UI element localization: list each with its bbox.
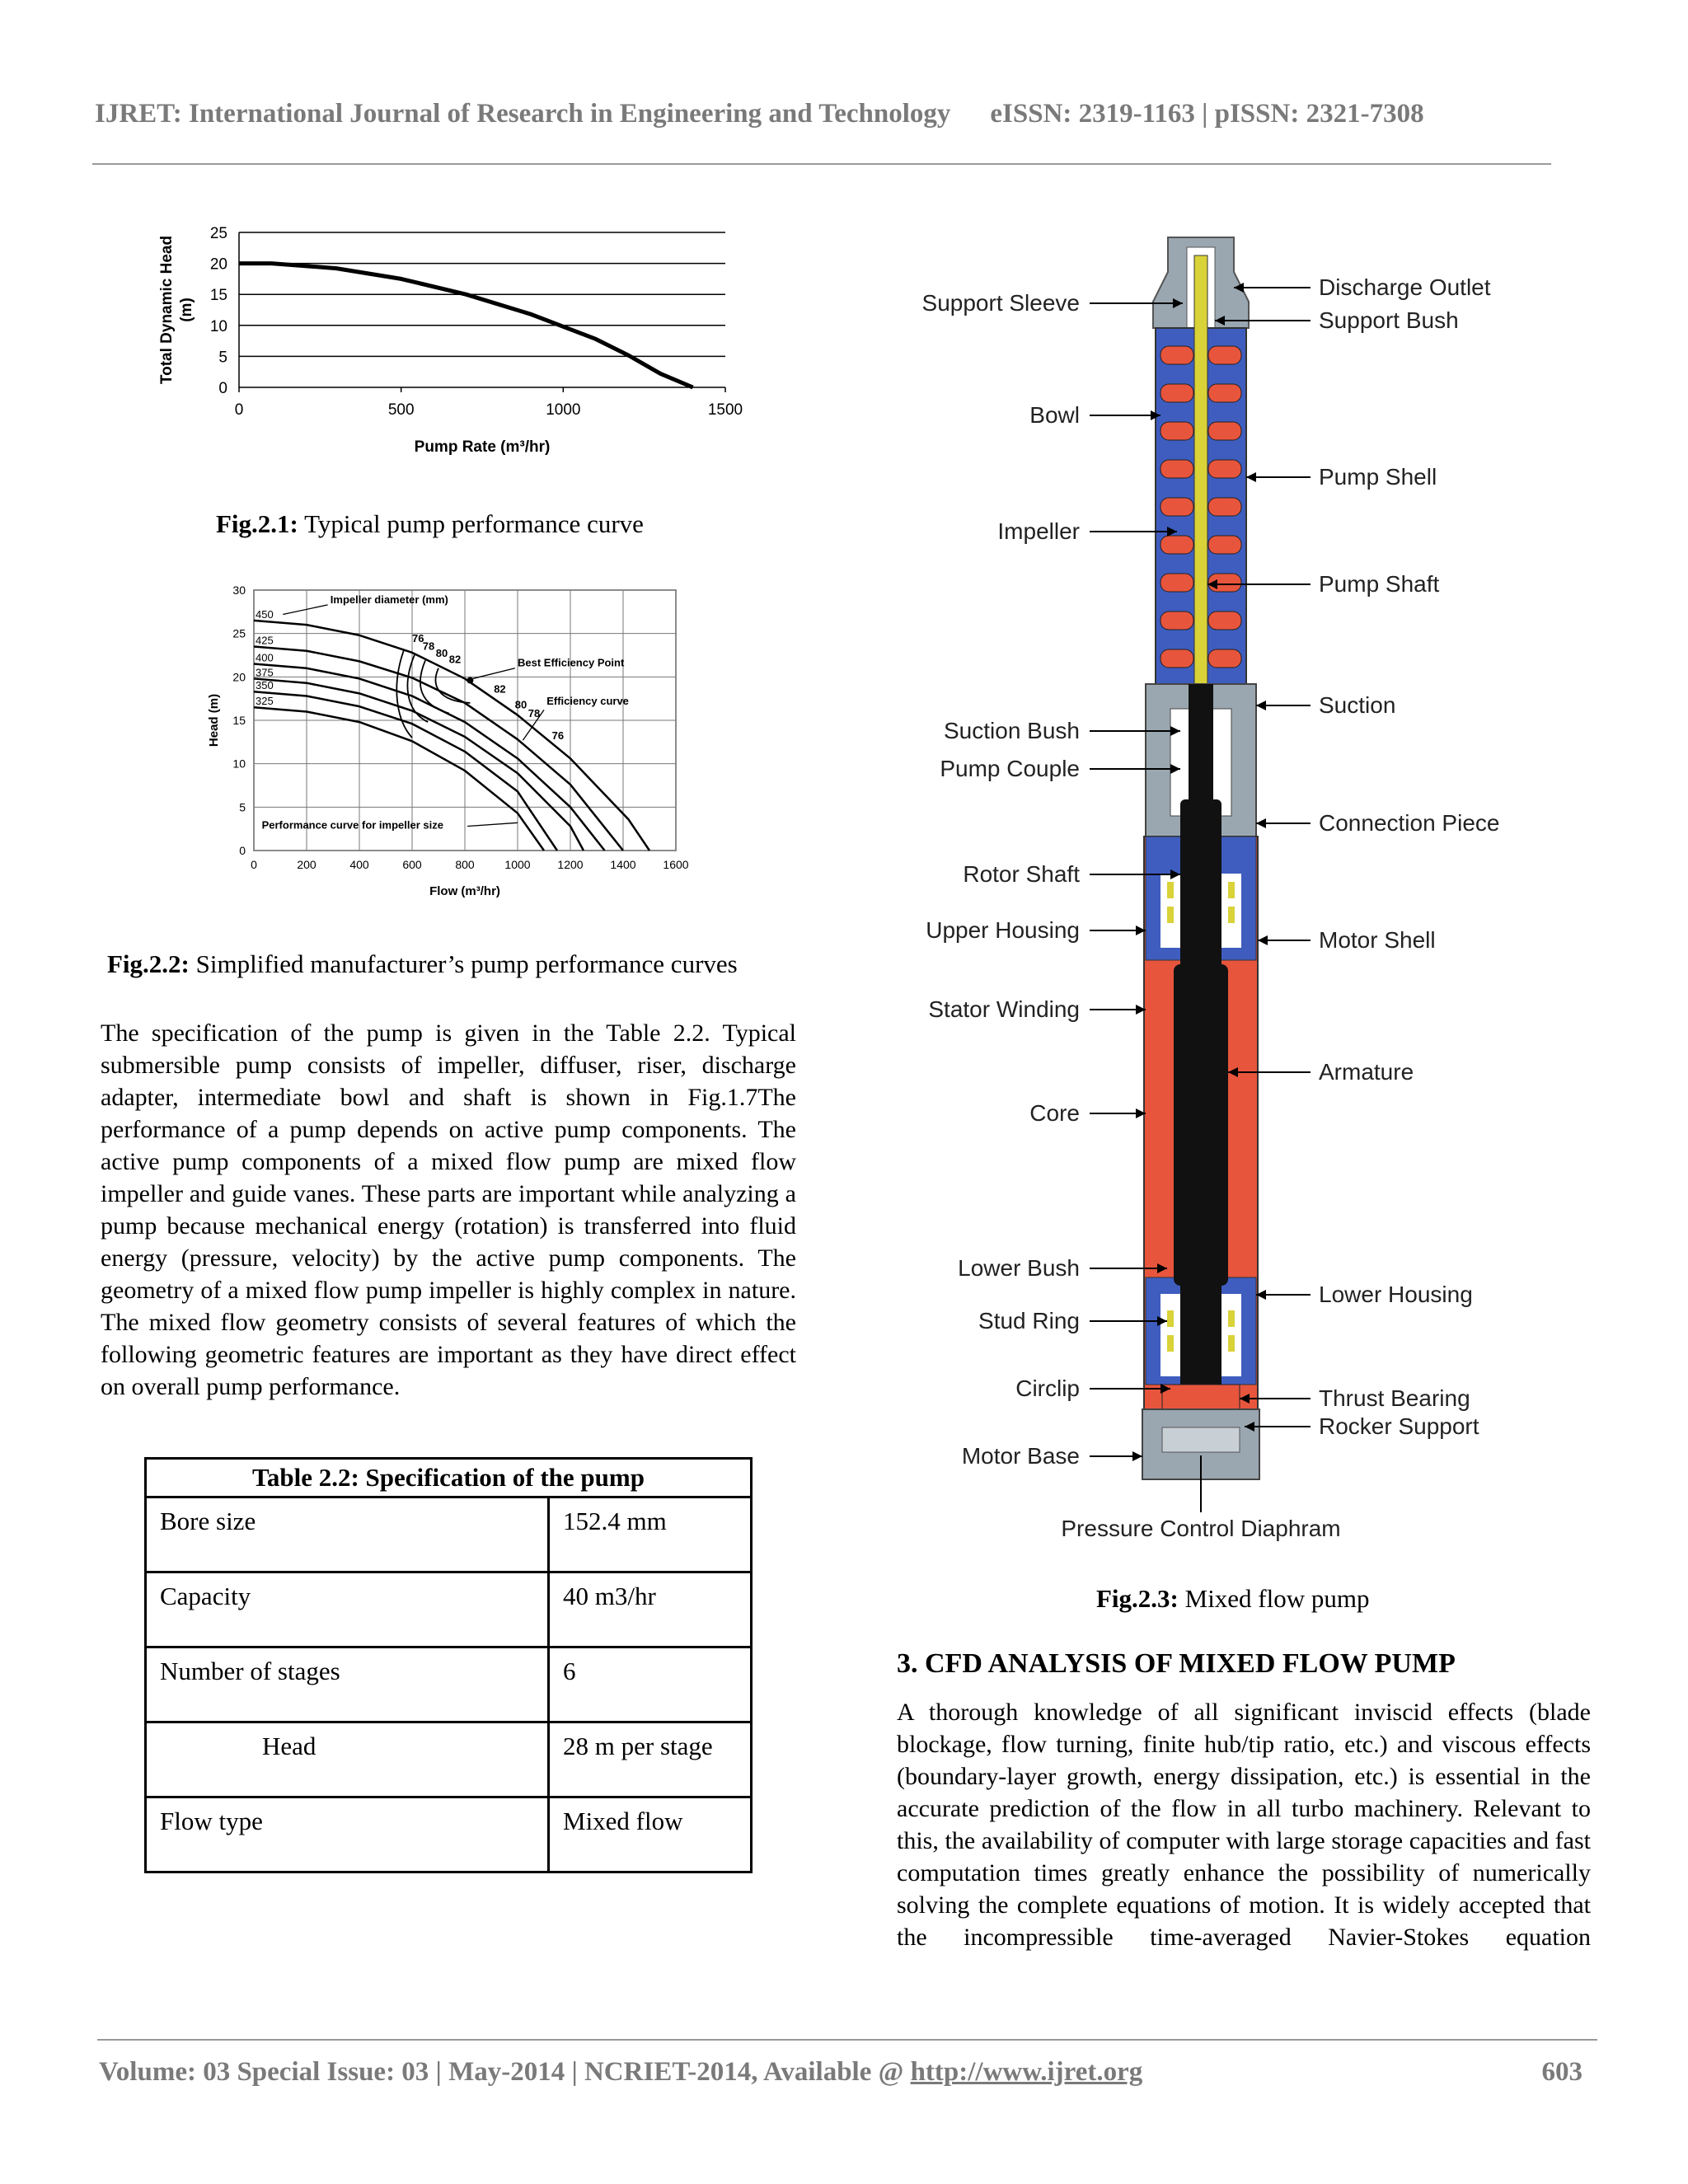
impeller-vane-right — [1208, 536, 1241, 554]
efficiency-label: 78 — [422, 640, 435, 653]
table-cell-parameter: Bore size — [146, 1497, 549, 1572]
fig-2-1-caption: Fig.2.1: Typical pump performance curve — [216, 509, 644, 538]
label-support-bush: Support Bush — [1319, 307, 1459, 333]
annotation-impeller-diameter: Impeller diameter (mm) — [330, 593, 448, 606]
pump-shaft — [1194, 255, 1207, 684]
label-rocker-support: Rocker Support — [1319, 1413, 1479, 1439]
x-axis-label: Flow (m³/hr) — [429, 884, 500, 898]
label-thrust-bearing: Thrust Bearing — [1319, 1385, 1470, 1411]
impeller-vane-right — [1208, 346, 1241, 364]
y-tick-label: 10 — [232, 757, 246, 771]
x-tick-label: 1200 — [557, 858, 584, 871]
impeller-vane-left — [1160, 346, 1193, 364]
table-cell-value: 6 — [549, 1647, 752, 1722]
table-row — [146, 1647, 752, 1722]
impeller-size-label: 425 — [256, 634, 274, 647]
label-bowl: Bowl — [1029, 402, 1080, 428]
label-stator-winding: Stator Winding — [928, 996, 1080, 1022]
label-arrowhead — [1246, 472, 1256, 482]
label-arrowhead — [1256, 818, 1266, 828]
pressure-control-diaphram — [1162, 1427, 1240, 1452]
label-motor-shell: Motor Shell — [1319, 927, 1436, 953]
efficiency-label: 80 — [514, 698, 528, 711]
y-tick-label: 10 — [209, 317, 227, 335]
table-row — [146, 1497, 752, 1572]
impeller-vane-right — [1208, 460, 1241, 478]
table-cell-value: 152.4 mm — [549, 1497, 752, 1572]
efficiency-label: 76 — [551, 729, 565, 743]
impeller-vane-right — [1208, 612, 1241, 630]
impeller-vane-right — [1208, 384, 1241, 402]
x-tick-label: 0 — [234, 401, 244, 419]
efficiency-label: 82 — [494, 682, 506, 696]
y-tick-label: 5 — [218, 349, 227, 367]
x-tick-label: 1000 — [546, 401, 581, 419]
section-3-paragraph: A thorough knowledge of all significant inviscid effects (blade blockage, flow turning, finite hub/tip ratio, etc.) and viscous effects (boundary-layer growth, energy dissipation, etc.) is essential in the accurate prediction of the flow in all turbo machinery. Relevant to this, the availability of computer with large storage capacities and fast computation times greatly enhance the possibility of numerically solving the complete equations of motion. It is widely accepted that the incompressible time-averaged Navier-Stokes equation — [897, 1699, 1591, 1951]
table-cell-parameter: Capacity — [146, 1572, 549, 1647]
label-motor-base: Motor Base — [961, 1443, 1080, 1469]
label-arrowhead — [1256, 701, 1266, 710]
annotation-arrow — [283, 605, 327, 615]
header-rule — [92, 163, 1551, 165]
pump-cross-section — [1142, 237, 1259, 1479]
table-cell-parameter: Number of stages — [146, 1647, 549, 1722]
impeller-vane-left — [1160, 422, 1193, 440]
y-axis-label: Head (m) — [207, 693, 221, 748]
label-core: Core — [1029, 1100, 1080, 1126]
fig-2-1-chart — [140, 223, 767, 470]
y-tick-label: 0 — [218, 380, 227, 397]
label-lower-housing: Lower Housing — [1319, 1282, 1473, 1307]
label-pump-shell: Pump Shell — [1319, 464, 1437, 490]
table-title: Table 2.2: Specification of the pump — [146, 1459, 752, 1497]
running-header — [95, 99, 1424, 129]
y-tick-label: 25 — [209, 225, 227, 242]
bush-marker — [1228, 1335, 1235, 1352]
x-tick-label: 600 — [402, 858, 422, 871]
impeller-vane-left — [1160, 536, 1193, 554]
y-tick-label: 20 — [232, 670, 246, 684]
bush-marker — [1228, 907, 1235, 923]
fig-2-2-chart — [198, 575, 725, 913]
x-tick-label: 0 — [251, 858, 257, 871]
x-tick-label: 400 — [349, 858, 369, 871]
fig-2-3-mixed-flow-pump-diagram — [898, 223, 1574, 1549]
label-impeller: Impeller — [997, 518, 1080, 544]
journal-link[interactable]: http://www.ijret.org — [910, 2057, 1143, 2087]
bush-marker — [1167, 882, 1174, 898]
running-footer — [99, 2057, 1582, 2088]
y-axis-label-line1: Total Dynamic Head — [158, 235, 176, 385]
impeller-vane-right — [1208, 649, 1241, 668]
efficiency-label: 78 — [528, 706, 541, 719]
label-suction: Suction — [1319, 692, 1396, 718]
bush-marker — [1167, 1310, 1174, 1327]
label-armature: Armature — [1319, 1059, 1414, 1085]
x-tick-label: 1400 — [610, 858, 636, 871]
impeller-vane-left — [1160, 612, 1193, 630]
efficiency-label: 76 — [412, 632, 424, 645]
efficiency-label: 82 — [448, 653, 462, 666]
label-pressure-control-diaphram: Pressure Control Diaphram — [1061, 1516, 1341, 1541]
impeller-vane-left — [1160, 384, 1193, 402]
x-tick-label: 1600 — [663, 858, 689, 871]
x-tick-label: 200 — [297, 858, 316, 871]
y-tick-label: 15 — [232, 714, 246, 727]
impeller-size-label: 375 — [256, 666, 274, 679]
table-row — [146, 1722, 752, 1797]
page-number: 603 — [1541, 2057, 1582, 2087]
specification-table — [144, 1457, 753, 1873]
fig-2-2-caption: Fig.2.2: Simplified manufacturer’s pump performance curves — [107, 949, 738, 978]
label-suction-bush: Suction Bush — [944, 718, 1080, 743]
footer-rule — [97, 2039, 1597, 2041]
annotation-arrow — [467, 823, 518, 826]
y-tick-label: 5 — [239, 800, 246, 814]
annotation-efficiency-curve: Efficiency curve — [546, 695, 629, 708]
x-tick-label: 1000 — [504, 858, 531, 871]
label-stud-ring: Stud Ring — [978, 1308, 1080, 1333]
best-efficiency-point-marker — [467, 677, 473, 684]
table-row — [146, 1572, 752, 1647]
label-pump-shaft: Pump Shaft — [1319, 571, 1440, 597]
impeller-size-label: 350 — [256, 679, 274, 692]
table-cell-parameter: Flow type — [146, 1797, 549, 1872]
impeller-size-label: 450 — [256, 607, 274, 621]
table-cell-value: 28 m per stage — [549, 1722, 752, 1797]
body-paragraph-1: The specification of the pump is given in the Table 2.2. Typical submersible pump consists of impeller, diffuser, riser, discharge adapter, intermediate bowl and shaft is shown in Fig.1.7The performance of a pump depends on active pump components. The active pump components of a mixed flow pump are mixed flow impeller and guide vanes. These parts are important while analyzing a pump because mechanical energy (rotation) is transferred into fluid energy (pressure, velocity) by the active pump components. The geometry of a mixed flow pump impeller is highly complex in nature. The mixed flow geometry consists of several features of which the following geometric features are important as they have direct effect on overall pump performance. — [101, 1019, 796, 1400]
bush-marker — [1228, 1310, 1235, 1327]
issn-info: eISSN: 2319-1163 | pISSN: 2321-7308 — [990, 99, 1424, 129]
x-tick-label: 500 — [387, 401, 415, 419]
label-arrowhead — [1132, 1451, 1142, 1461]
impeller-vane-left — [1160, 498, 1193, 516]
fig-2-3-caption: Fig.2.3: Mixed flow pump — [1096, 1584, 1370, 1613]
label-circlip: Circlip — [1015, 1376, 1080, 1401]
x-tick-label: 1500 — [707, 401, 743, 419]
bush-marker — [1228, 882, 1235, 898]
impeller-vane-left — [1160, 649, 1193, 668]
label-discharge-outlet: Discharge Outlet — [1319, 274, 1491, 300]
thrust-bearing — [1162, 1385, 1240, 1409]
journal-name: IJRET: International Journal of Research in Engineering and Technology — [95, 99, 951, 129]
y-tick-label: 15 — [209, 287, 227, 305]
impeller-size-label: 325 — [256, 695, 274, 708]
table-cell-value: Mixed flow — [549, 1797, 752, 1872]
y-tick-label: 20 — [209, 255, 227, 274]
label-support-sleeve: Support Sleeve — [921, 290, 1080, 316]
efficiency-contour — [407, 654, 428, 722]
y-tick-label: 25 — [232, 626, 246, 640]
footer-text: Volume: 03 Special Issue: 03 | May-2014 | NCRIET-2014, Available @ — [99, 2057, 911, 2087]
y-tick-label: 30 — [232, 583, 246, 597]
label-connection-piece: Connection Piece — [1319, 810, 1500, 836]
impeller-size-label: 400 — [256, 651, 274, 664]
impeller-vane-left — [1160, 460, 1193, 478]
table-row — [146, 1797, 752, 1872]
table-cell-value: 40 m3/hr — [549, 1572, 752, 1647]
label-lower-bush: Lower Bush — [958, 1255, 1080, 1281]
bush-marker — [1167, 1335, 1174, 1352]
bush-marker — [1167, 907, 1174, 923]
x-tick-label: 800 — [455, 858, 475, 871]
armature — [1174, 964, 1228, 1286]
label-arrowhead — [1258, 935, 1268, 945]
section-3-title: 3. CFD ANALYSIS OF MIXED FLOW PUMP — [897, 1648, 1456, 1679]
x-axis-label: Pump Rate (m³/hr) — [414, 438, 551, 456]
y-axis-label-line2: (m) — [178, 298, 195, 322]
label-rotor-shaft: Rotor Shaft — [963, 861, 1080, 887]
label-pump-couple: Pump Couple — [940, 756, 1080, 781]
annotation-best-efficiency: Best Efficiency Point — [518, 656, 625, 669]
annotation-performance-curve: Performance curve for impeller size — [261, 818, 443, 832]
impeller-vane-left — [1160, 574, 1193, 592]
impeller-vane-right — [1208, 422, 1241, 440]
y-tick-label: 0 — [239, 844, 246, 857]
table-cell-parameter: Head — [146, 1722, 549, 1797]
efficiency-label: 80 — [435, 647, 448, 660]
impeller-vane-right — [1208, 498, 1241, 516]
label-upper-housing: Upper Housing — [926, 917, 1080, 943]
